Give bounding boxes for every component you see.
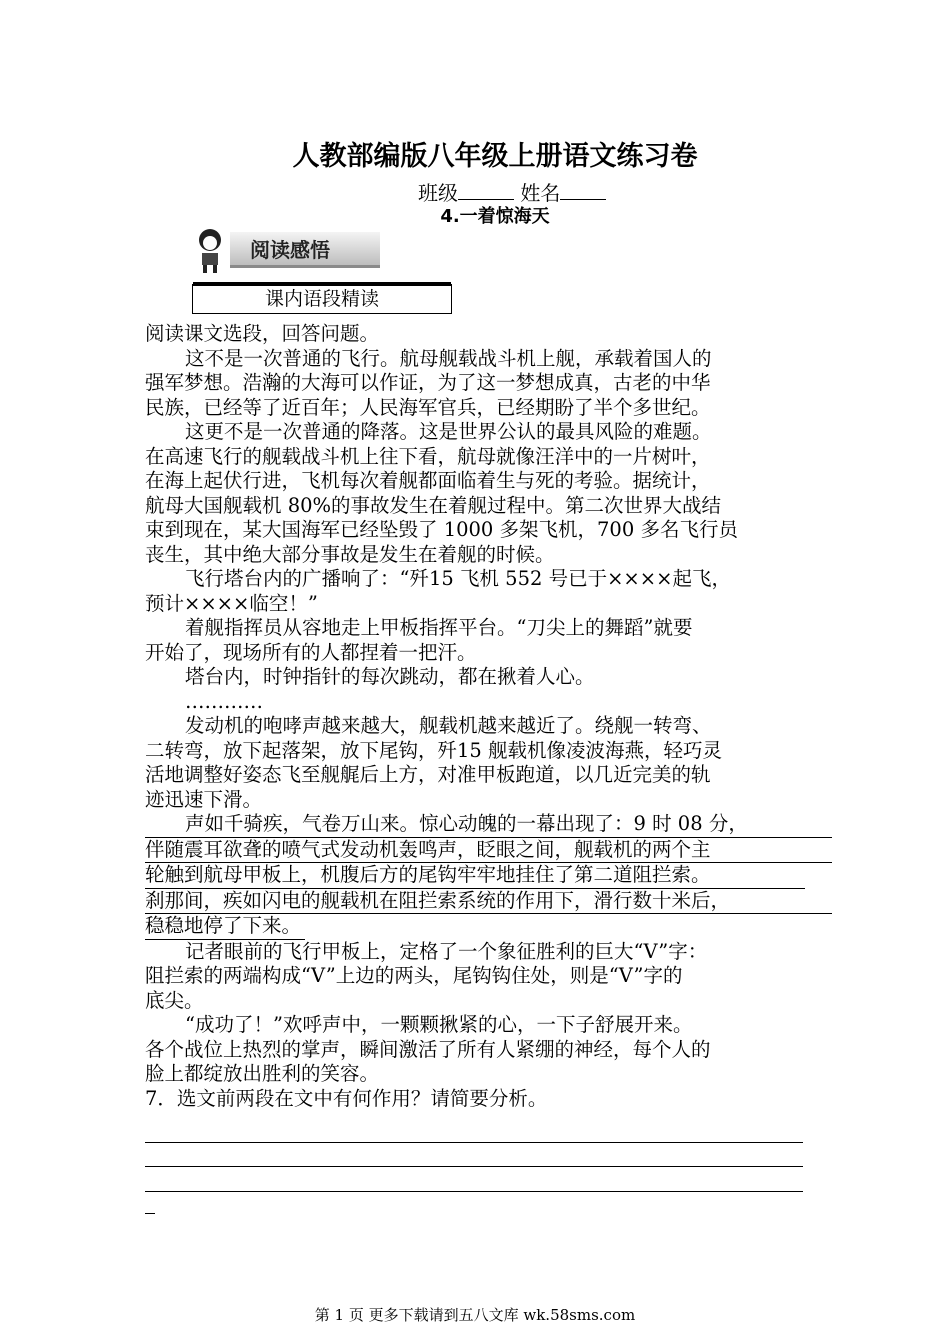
page-title: 人教部编版八年级上册语文练习卷 (292, 141, 698, 172)
passage-line: 迹迅速下滑。 (145, 787, 263, 811)
class-label: 班级 (418, 181, 458, 205)
question-7: 7．选文前两段在文中有何作用？请简要分析。 (145, 1086, 548, 1110)
passage-line: 各个战位上热烈的掌声，瞬间激活了所有人紧绷的神经，每个人的 (145, 1037, 711, 1061)
passage-line-underlined: 轮触到航母甲板上，机腹后方的尾钩牢牢地挂住了第二道阻拦索。 (145, 863, 805, 889)
passage-line: 阻拦索的两端构成“V”上边的两头，尾钩钩住处，则是“V”字的 (145, 964, 683, 987)
section-label: 课内语段精读 (264, 288, 379, 310)
passage-line-underlined: 伴随震耳欲聋的喷气式发动机轰鸣声，眨眼之间，舰载机的两个主 (145, 838, 832, 864)
section-header (192, 284, 452, 314)
answer-line[interactable] (145, 1166, 803, 1167)
passage-line-underlined: 稳稳地停了下来。 (145, 914, 305, 940)
passage-line: 航母大国舰载机 80%的事故发生在着舰过程中。第二次世界大战结 (145, 493, 722, 517)
name-blank (560, 181, 606, 200)
passage-line: 束到现在，某大国海军已经坠毁了 1000 多架飞机，700 多名飞行员 (145, 518, 738, 541)
passage-line: 记者眼前的飞行甲板上，定格了一个象征胜利的巨大“V”字： (185, 939, 708, 963)
passage-line: 在高速飞行的舰载战斗机上往下看，航母就像汪洋中的一片树叶， (145, 444, 711, 468)
class-blank (458, 181, 514, 200)
passage-line: 发动机的咆哮声越来越大，舰载机越来越近了。绕舰一转弯、 (185, 714, 712, 737)
passage-line: 着舰指挥员从容地走上甲板指挥平台。“刀尖上的舞蹈”就要 (185, 616, 693, 639)
passage-line: 开始了，现场所有的人都捏着一把汗。 (145, 640, 477, 664)
passage-line: 在海上起伏行进，飞机每次着舰都面临着生与死的考验。据统计， (145, 469, 711, 492)
answer-line[interactable] (145, 1191, 803, 1192)
passage-line: 民族，已经等了近百年；人民海军官兵，已经期盼了半个多世纪。 (145, 395, 711, 419)
passage-line: 丧生，其中绝大部分事故是发生在着舰的时候。 (145, 542, 555, 566)
passage-line: 脸上都绽放出胜利的笑容。 (145, 1062, 380, 1085)
passage-line-underlined: 声如千骑疾，气卷万山来。惊心动魄的一幕出现了：9 时 08 分， (145, 812, 832, 838)
passage-line: “成功了！”欢呼声中，一颗颗揪紧的心，一下子舒展开来。 (185, 1013, 693, 1036)
passage-line: 底尖。 (145, 988, 204, 1012)
passage-line: 阅读课文选段，回答问题。 (145, 322, 380, 345)
passage-line: 这不是一次普通的飞行。航母舰载战斗机上舰，承载着国人的 (185, 346, 712, 370)
reading-mascot-icon (190, 226, 230, 274)
passage-line: 塔台内，时钟指针的每次跳动，都在揪着人心。 (185, 665, 595, 688)
passage-line: 活地调整好姿态飞至舰艉后上方，对准甲板跑道，以几近完美的轨 (145, 763, 711, 786)
passage-line: 这更不是一次普通的降落。这是世界公认的最具风险的难题。 (185, 420, 712, 443)
answer-line[interactable] (145, 1142, 803, 1143)
answer-line-stub (145, 1213, 155, 1214)
chapter-title: 4.一着惊海天 (440, 206, 550, 227)
passage-line: 强军梦想。浩瀚的大海可以作证，为了这一梦想成真，古老的中华 (145, 371, 711, 394)
passage-line: 二转弯，放下起落架，放下尾钩，歼15 舰载机像凌波海燕，轻巧灵 (145, 738, 723, 762)
reading-passage (145, 322, 845, 1111)
name-label: 姓名 (520, 181, 561, 205)
passage-ellipsis: ………… (185, 689, 263, 713)
passage-line: 飞行塔台内的广播响了：“歼15 飞机 552 号已于××××起飞， (185, 567, 731, 590)
page-footer: 第 1 页 更多下载请到五八文库 wk.58sms.com (314, 1306, 636, 1324)
passage-line: 预计××××临空！” (145, 591, 318, 615)
passage-line-underlined: 刹那间，疾如闪电的舰载机在阻拦索系统的作用下，滑行数十米后， (145, 889, 832, 915)
reading-banner: 阅读感悟 (230, 232, 380, 268)
